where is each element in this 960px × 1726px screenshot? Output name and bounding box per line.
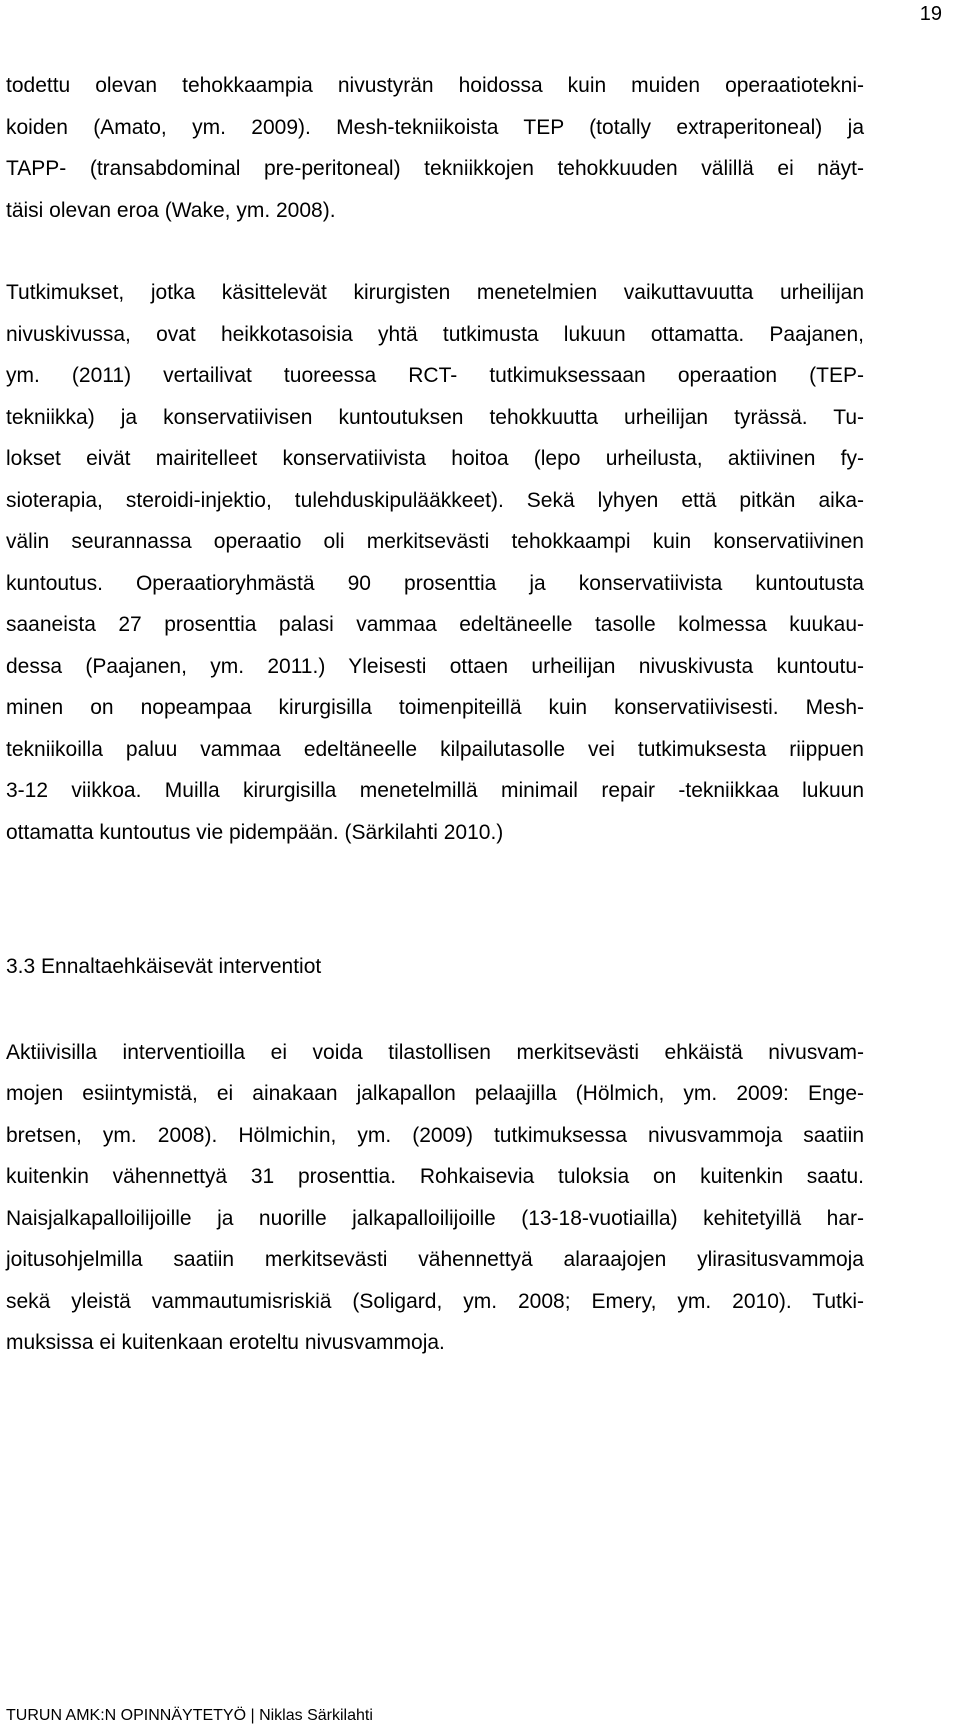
text-line-content: muksissa ei kuitenkaan eroteltu nivusvammoja. — [6, 1331, 445, 1354]
text-line-content: koiden (Amato, ym. 2009). Mesh-tekniikoista TEP (totally extraperitoneal) ja — [6, 116, 864, 139]
text-line-content: välin seurannassa operaatio oli merkitsevästi tehokkaampi kuin konservatiivinen — [6, 530, 864, 553]
text-line-content: todettu olevan tehokkaampia nivustyrän hoidossa kuin muiden operaatiotekni- — [6, 74, 864, 97]
text-line-content: Naisjalkapalloilijoille ja nuorille jalkapalloilijoille (13-18-vuotiailla) kehitetyillä har- — [6, 1207, 864, 1230]
text-line-content: kuntoutus. Operaatioryhmästä 90 prosenttia ja konservatiivista kuntoutusta — [6, 572, 864, 595]
section-heading: 3.3 Ennaltaehkäisevät interventiot — [6, 955, 322, 978]
text-line-content: joitusohjelmilla saatiin merkitsevästi vähennettyä alaraajojen ylirasitusvammoja — [6, 1248, 864, 1271]
text-line-content: tekniikka) ja konservatiivisen kuntoutuksen tehokkuutta urheilijan tyrässä. Tu- — [6, 406, 864, 429]
text-line-content: bretsen, ym. 2008). Hölmichin, ym. (2009) tutkimuksessa nivusvammoja saatiin — [6, 1124, 864, 1147]
text-line-content: tekniikoilla paluu vammaa edeltäneelle kilpailutasolle vei tutkimuksesta riippuen — [6, 738, 864, 761]
text-line-content: nivuskivussa, ovat heikkotasoisia yhtä tutkimusta lukuun ottamatta. Paajanen, — [6, 323, 864, 346]
text-line-content: sioterapia, steroidi-injektio, tulehduskipulääkkeet). Sekä lyhyen että pitkän aika- — [6, 489, 864, 512]
text-line-content: sekä yleistä vammautumisriskiä (Soligard, ym. 2008; Emery, ym. 2010). Tutki- — [6, 1290, 864, 1313]
text-line-content: lokset eivät mairitelleet konservatiivista hoitoa (lepo urheilusta, aktiivinen fy- — [6, 447, 864, 470]
text-line-content: ottamatta kuntoutus vie pidempään. (Särkilahti 2010.) — [6, 821, 504, 844]
text-line-content: ym. (2011) vertailivat tuoreessa RCT- tutkimuksessaan operaation (TEP- — [6, 364, 864, 387]
page-number: 19 — [919, 3, 942, 25]
text-line-content: Tutkimukset, jotka käsittelevät kirurgisten menetelmien vaikuttavuutta urheilijan — [6, 281, 864, 304]
text-line-content: Aktiivisilla interventioilla ei voida tilastollisen merkitsevästi ehkäistä nivusvam- — [6, 1041, 864, 1064]
text-line-content: mojen esiintymistä, ei ainakaan jalkapallon pelaajilla (Hölmich, ym. 2009: Enge- — [6, 1082, 864, 1105]
text-line-content: TAPP- (transabdominal pre-peritoneal) tekniikkojen tehokkuuden välillä ei näyt- — [6, 157, 864, 180]
text-line-content: dessa (Paajanen, ym. 2011.) Yleisesti ottaen urheilijan nivuskivusta kuntoutu- — [6, 655, 864, 678]
text-line-content: minen on nopeampaa kirurgisilla toimenpiteillä kuin konservatiivisesti. Mesh- — [6, 696, 864, 719]
text-line-content: 3-12 viikkoa. Muilla kirurgisilla menetelmillä minimail repair -tekniikkaa lukuun — [6, 779, 864, 802]
text-line-content: kuitenkin vähennettyä 31 prosenttia. Rohkaisevia tuloksia on kuitenkin saatu. — [6, 1165, 864, 1188]
text-line-content: saaneista 27 prosenttia palasi vammaa edeltäneelle tasolle kolmessa kuukau- — [6, 613, 864, 636]
page-footer: TURUN AMK:N OPINNÄYTETYÖ | Niklas Särkilahti — [6, 1707, 373, 1724]
text-line-content: täisi olevan eroa (Wake, ym. 2008). — [6, 199, 336, 222]
